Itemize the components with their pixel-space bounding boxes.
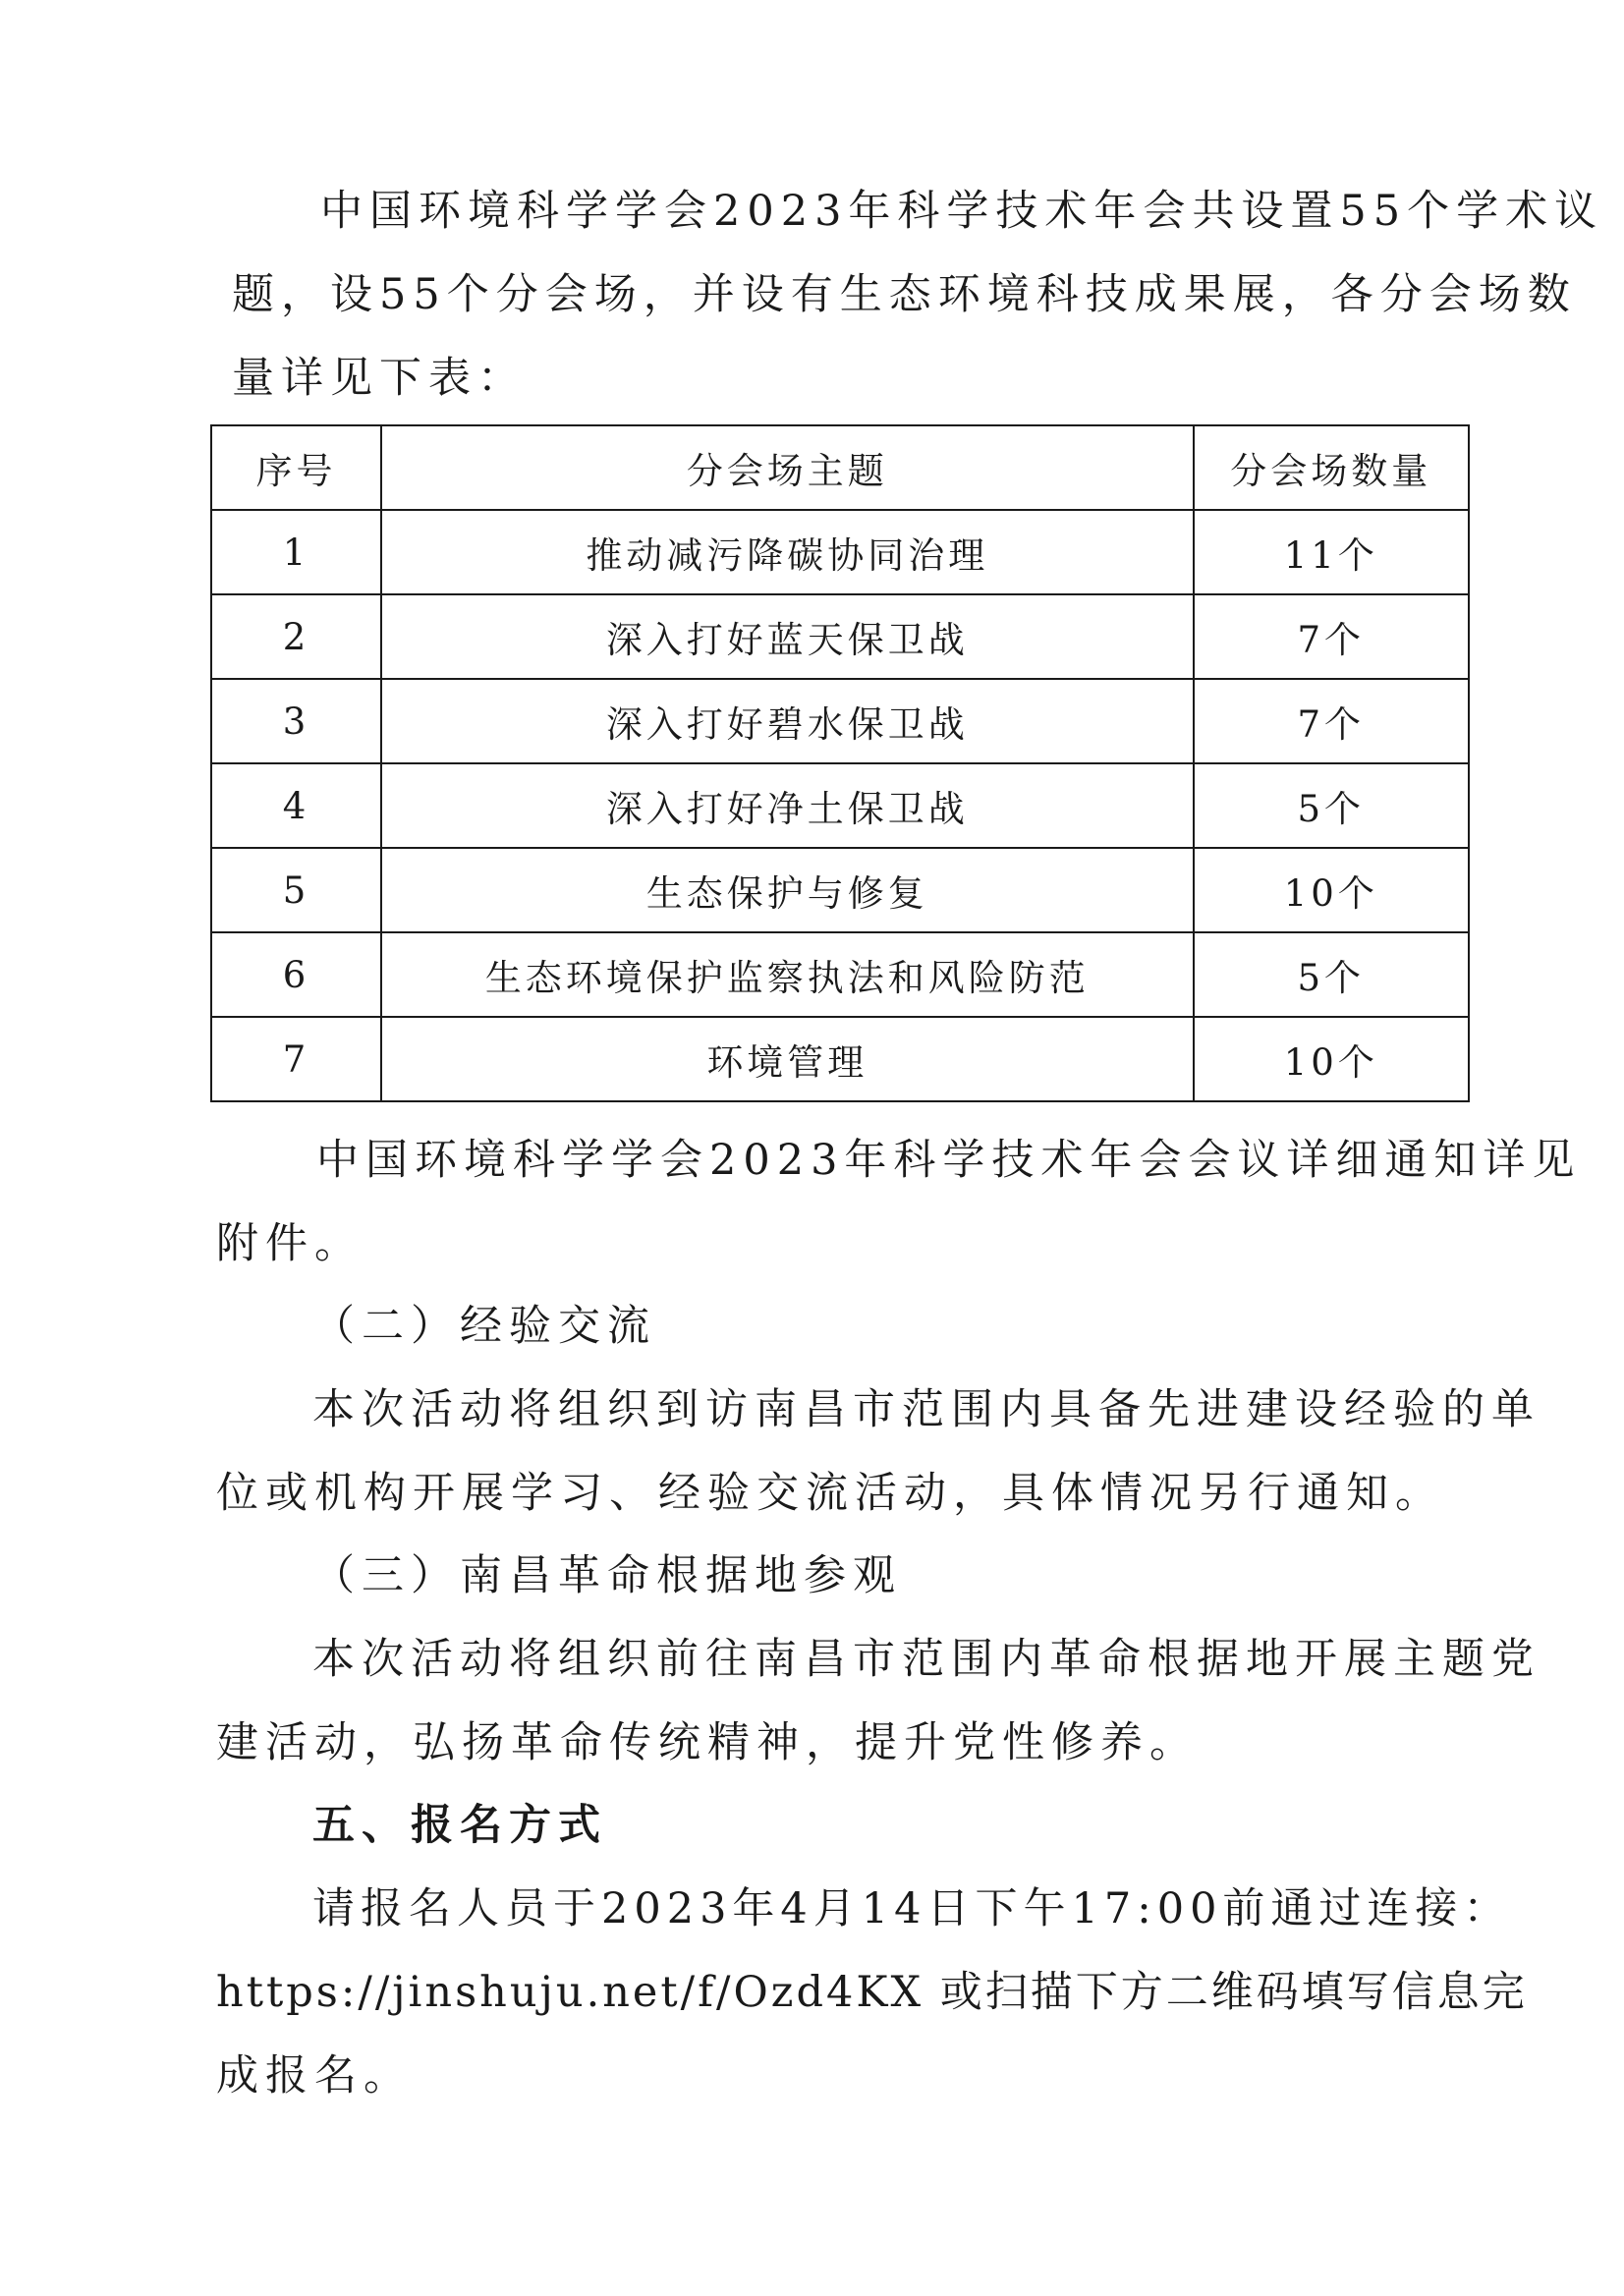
row-no: 5	[211, 848, 381, 932]
intro-line-1: 中国环境科学学会2023年科学技术年会共设置55个学术议	[320, 187, 1604, 236]
row-count: 10个	[1194, 848, 1469, 932]
after-table-line-2: 附件。	[216, 1219, 364, 1268]
section-3-line-2: 建活动，弘扬革命传统精神，提升党性修养。	[216, 1718, 1199, 1767]
section-2-heading: （二）经验交流	[312, 1302, 656, 1351]
table-row	[211, 510, 1469, 594]
table-row	[211, 848, 1469, 932]
row-count: 10个	[1194, 1017, 1469, 1101]
section-5-line-1: 请报名人员于2023年4月14日下午17:00前通过连接：	[312, 1884, 1512, 1933]
table-row	[211, 679, 1469, 763]
row-no: 6	[211, 932, 381, 1017]
table-row	[211, 763, 1469, 848]
table-row	[211, 594, 1469, 679]
header-no: 序号	[211, 425, 381, 510]
header-topic: 分会场主题	[381, 425, 1193, 510]
table-header-row	[211, 425, 1469, 510]
row-topic: 环境管理	[381, 1017, 1193, 1101]
row-no: 1	[211, 510, 381, 594]
row-topic: 生态保护与修复	[381, 848, 1193, 932]
section-5-line-2: https://jinshuju.net/f/Ozd4KX 或扫描下方二维码填写信息完	[216, 1968, 1528, 2017]
intro-line-3: 量详见下表：	[232, 354, 527, 403]
table-row	[211, 1017, 1469, 1101]
section-3-heading: （三）南昌革命根据地参观	[312, 1551, 902, 1600]
intro-line-2: 题，设55个分会场，并设有生态环境科技成果展，各分会场数	[232, 270, 1577, 319]
row-count: 7个	[1194, 594, 1469, 679]
header-count: 分会场数量	[1194, 425, 1469, 510]
section-5-heading: 五、报名方式	[312, 1801, 607, 1850]
row-count: 7个	[1194, 679, 1469, 763]
section-5-line-3: 成报名。	[216, 2051, 413, 2100]
section-3-line-1: 本次活动将组织前往南昌市范围内革命根据地开展主题党	[312, 1635, 1540, 1684]
table-row	[211, 932, 1469, 1017]
row-topic: 深入打好蓝天保卫战	[381, 594, 1193, 679]
after-table-line-1: 中国环境科学学会2023年科学技术年会会议详细通知详见	[316, 1136, 1582, 1185]
row-topic: 深入打好碧水保卫战	[381, 679, 1193, 763]
row-count: 5个	[1194, 763, 1469, 848]
row-topic: 深入打好净土保卫战	[381, 763, 1193, 848]
row-topic: 生态环境保护监察执法和风险防范	[381, 932, 1193, 1017]
section-2-line-2: 位或机构开展学习、经验交流活动，具体情况另行通知。	[216, 1469, 1444, 1518]
section-2-line-1: 本次活动将组织到访南昌市范围内具备先进建设经验的单	[312, 1385, 1540, 1434]
row-no: 2	[211, 594, 381, 679]
row-topic: 推动减污降碳协同治理	[381, 510, 1193, 594]
row-no: 4	[211, 763, 381, 848]
row-count: 11个	[1194, 510, 1469, 594]
row-count: 5个	[1194, 932, 1469, 1017]
row-no: 3	[211, 679, 381, 763]
row-no: 7	[211, 1017, 381, 1101]
sessions-table	[210, 424, 1470, 1102]
